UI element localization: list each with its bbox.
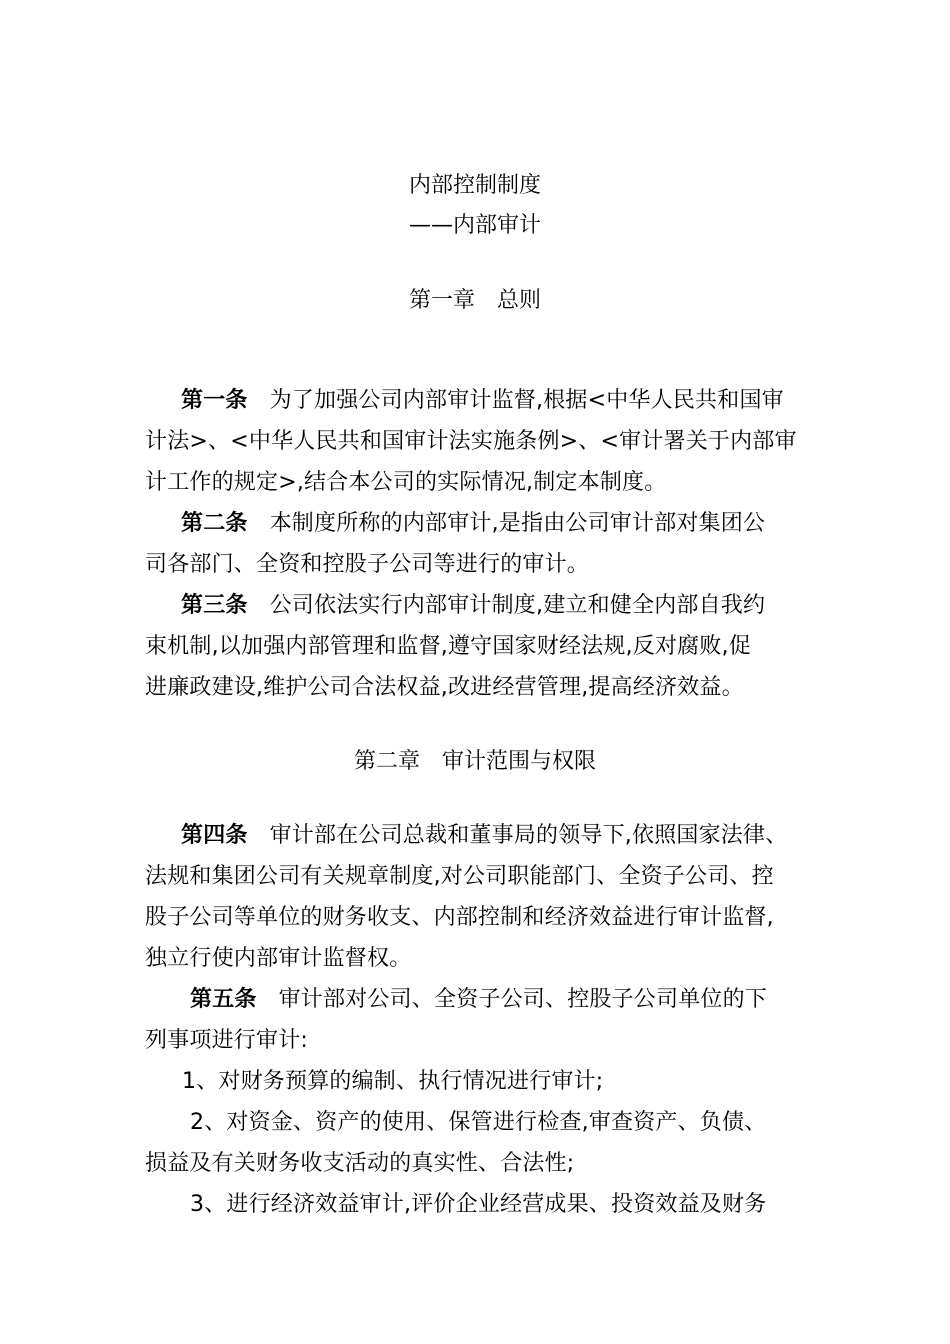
article-2-line-2: 司各部门、全资和控股子公司等进行的审计。	[145, 552, 590, 577]
article-1-text-1: 为了加强公司内部审计监督,根据<中华人民共和国审	[269, 388, 784, 413]
article-3-label: 第三条	[181, 593, 248, 618]
article-3-line-3: 进廉政建设,维护公司合法权益,改进经营管理,提高经济效益。	[145, 675, 744, 700]
document-subtitle: ——内部审计	[408, 213, 541, 238]
article-1-label: 第一条	[181, 388, 248, 413]
chapter-1-number: 第一章	[408, 288, 475, 313]
item-2-line-2: 损益及有关财务收支活动的真实性、合法性;	[145, 1151, 575, 1176]
document-title: 内部控制制度	[408, 173, 541, 198]
article-5-line-1	[190, 986, 870, 1014]
article-5-label: 第五条	[190, 987, 257, 1012]
article-5-line-2: 列事项进行审计:	[145, 1028, 309, 1053]
item-2-line-1: 2、对资金、资产的使用、保管进行检查,审查资产、负债、	[190, 1110, 767, 1135]
item-3-line-1: 3、进行经济效益审计,评价企业经营成果、投资效益及财务	[190, 1192, 767, 1217]
chapter-2-heading	[0, 748, 950, 776]
article-1-line-3: 计工作的规定>,结合本公司的实际情况,制定本制度。	[145, 470, 667, 495]
article-4-line-1	[181, 822, 861, 850]
chapter-1-heading	[0, 287, 950, 315]
item-1: 1、对财务预算的编制、执行情况进行审计;	[182, 1069, 604, 1094]
article-4-line-4: 独立行使内部审计监督权。	[145, 946, 412, 971]
article-2-text-1: 本制度所称的内部审计,是指由公司审计部对集团公	[269, 511, 766, 536]
article-4-label: 第四条	[181, 823, 248, 848]
article-3-line-1	[181, 592, 861, 620]
chapter-1-name: 总则	[497, 288, 542, 313]
article-4-line-3: 股子公司等单位的财务收支、内部控制和经济效益进行审计监督,	[145, 905, 774, 930]
article-2-label: 第二条	[181, 511, 248, 536]
article-1-line-1	[181, 387, 861, 415]
chapter-2-number: 第二章	[353, 749, 420, 774]
article-1-line-2: 计法>、<中华人民共和国审计法实施条例>、<审计署关于内部审	[145, 429, 797, 454]
article-2-line-1	[181, 510, 861, 538]
article-5-text-1: 审计部对公司、全资子公司、控股子公司单位的下	[278, 987, 768, 1012]
article-4-text-1: 审计部在公司总裁和董事局的领导下,依照国家法律、	[269, 823, 788, 848]
article-3-text-1: 公司依法实行内部审计制度,建立和健全内部自我约	[269, 593, 766, 618]
chapter-2-name: 审计范围与权限	[442, 749, 597, 774]
article-3-line-2: 束机制,以加强内部管理和监督,遵守国家财经法规,反对腐败,促	[145, 634, 751, 659]
article-4-line-2: 法规和集团公司有关规章制度,对公司职能部门、全资子公司、控	[145, 864, 774, 889]
